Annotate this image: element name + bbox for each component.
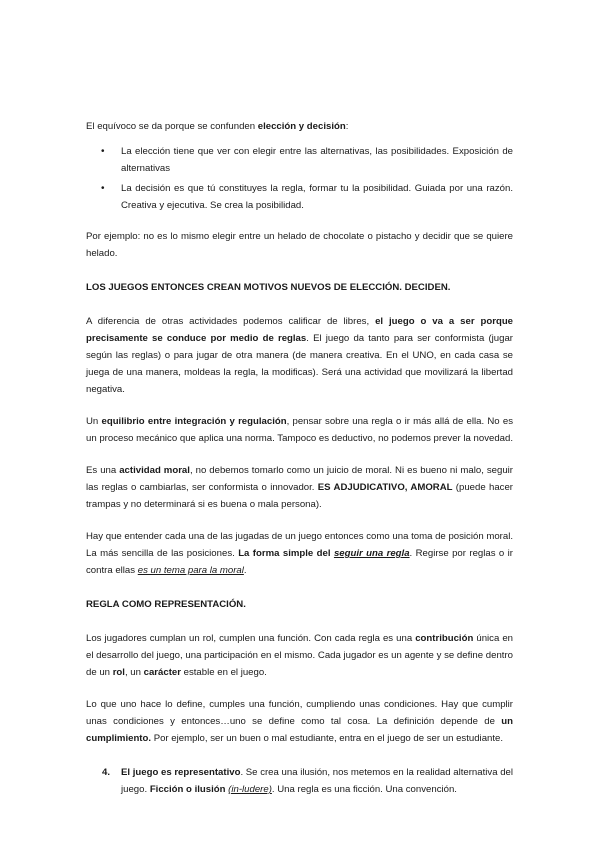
bold-italic-run: seguir una regla [333,548,410,559]
item-number: 4. [102,767,111,778]
numbered-item-text [121,764,513,798]
paragraph [86,413,513,447]
bold-run: Ficción o ilusión [149,784,226,795]
text-run: (puede hacer trampas y no determinará si es buena o mala persona). [86,482,513,510]
text-run: El equívoco se da porque se confunden [86,121,258,132]
bold-run: rol [112,667,125,678]
paragraph [86,313,513,398]
bold-run: el juego o va a ser porque precisamente se conduce por medio de reglas [86,316,514,344]
paragraph [86,462,513,513]
bold-run: contribución [415,633,474,644]
text-run: , no debemos tomarlo como un juicio de moral. Ni es bueno ni malo, seguir las reglas o cambiarlas, ser conformista o innovador. [86,465,513,493]
text-run: . Regirse por reglas o ir contra ellas [86,548,513,576]
bullet-icon: • [101,183,105,194]
list-item-text: La decisión es que tú constituyes la regla, formar tu la posibilidad. Guiada por una razón. Creativa y ejecutiva. Se crea la posibilidad. [121,183,513,211]
text-run: Un [86,416,102,427]
bold-run: un cumplimiento. [86,716,513,744]
italic-run: (in-ludere) [228,784,272,795]
text-run: , un [124,667,144,678]
bullet-icon: • [101,146,105,157]
text-run: estable en el juego. [180,667,267,678]
bold-run: La forma simple del [238,548,334,559]
list-item [86,180,513,214]
text-run: . Se crea una ilusión, nos metemos en la realidad alternativa del juego. [121,767,514,795]
numbered-item [86,764,513,798]
section-heading: REGLA COMO REPRESENTACIÓN. [86,599,246,610]
text-run: Lo que uno hace lo define, cumples una función, cumpliendo unas condiciones. Hay que cumplir unas condiciones y entonces…uno se define como tal cosa. La definición depende de [86,699,513,727]
bold-run: ES ADJUDICATIVO, AMORAL [317,482,453,493]
text-run: Los jugadores cumplan un rol, cumplen una función. Con cada regla es una [86,633,416,644]
text-run: A diferencia de otras actividades podemos calificar de libres, [86,316,376,327]
bold-run: elección y decisión [257,121,346,132]
list-item [86,143,513,177]
example-paragraph: Por ejemplo: no es lo mismo elegir entre un helado de chocolate o pistacho y decidir que se quiere helado. [86,231,513,259]
text-run: . [243,565,247,576]
bold-run: actividad moral [119,465,190,476]
text-run: Por ejemplo, ser un buen o mal estudiante, entra en el juego de ser un estudiante. [151,733,504,744]
text-run: . El juego da tanto para ser conformista (jugar según las reglas) o para jugar de otra manera (de manera creativa. En el UNO, en cada casa se juega de una manera, moldeas la regla, la modificas). Será una actividad que movilizará la libertad negativa. [86,333,513,395]
text-run: , pensar sobre una regla o ir más allá de ella. No es un proceso mecánico que aplica una norma. Tampoco es deductivo, no podemos prever la novedad. [86,416,514,444]
list-item-text: La elección tiene que ver con elegir entre las alternativas, las posibilidades. Exposición de alternativas [121,146,513,174]
text-run: Es una [86,465,120,476]
paragraph [86,630,513,681]
text-run: : [345,121,349,132]
bold-run: carácter [143,667,181,678]
section-heading: LOS JUEGOS ENTONCES CREAN MOTIVOS NUEVOS DE ELECCIÓN. DECIDEN. [86,282,451,293]
text-run: única en el desarrollo del juego, una participación en el mismo. Cada jugador es un agente y se define dentro de un [86,633,514,678]
paragraph [86,696,513,747]
paragraph [86,528,513,579]
bold-run: equilibrio entre integración y regulación [101,416,287,427]
text-run: Hay que entender cada una de las jugadas de un juego entonces como una toma de posición moral. La más sencilla de las posiciones. [86,531,513,559]
text-run: . Una regla es una ficción. Una convención. [271,784,457,795]
bullet-list [86,143,513,214]
intro-paragraph [86,118,513,135]
bold-run: El juego es representativo [121,767,241,778]
italic-run: es un tema para la moral [137,565,244,576]
